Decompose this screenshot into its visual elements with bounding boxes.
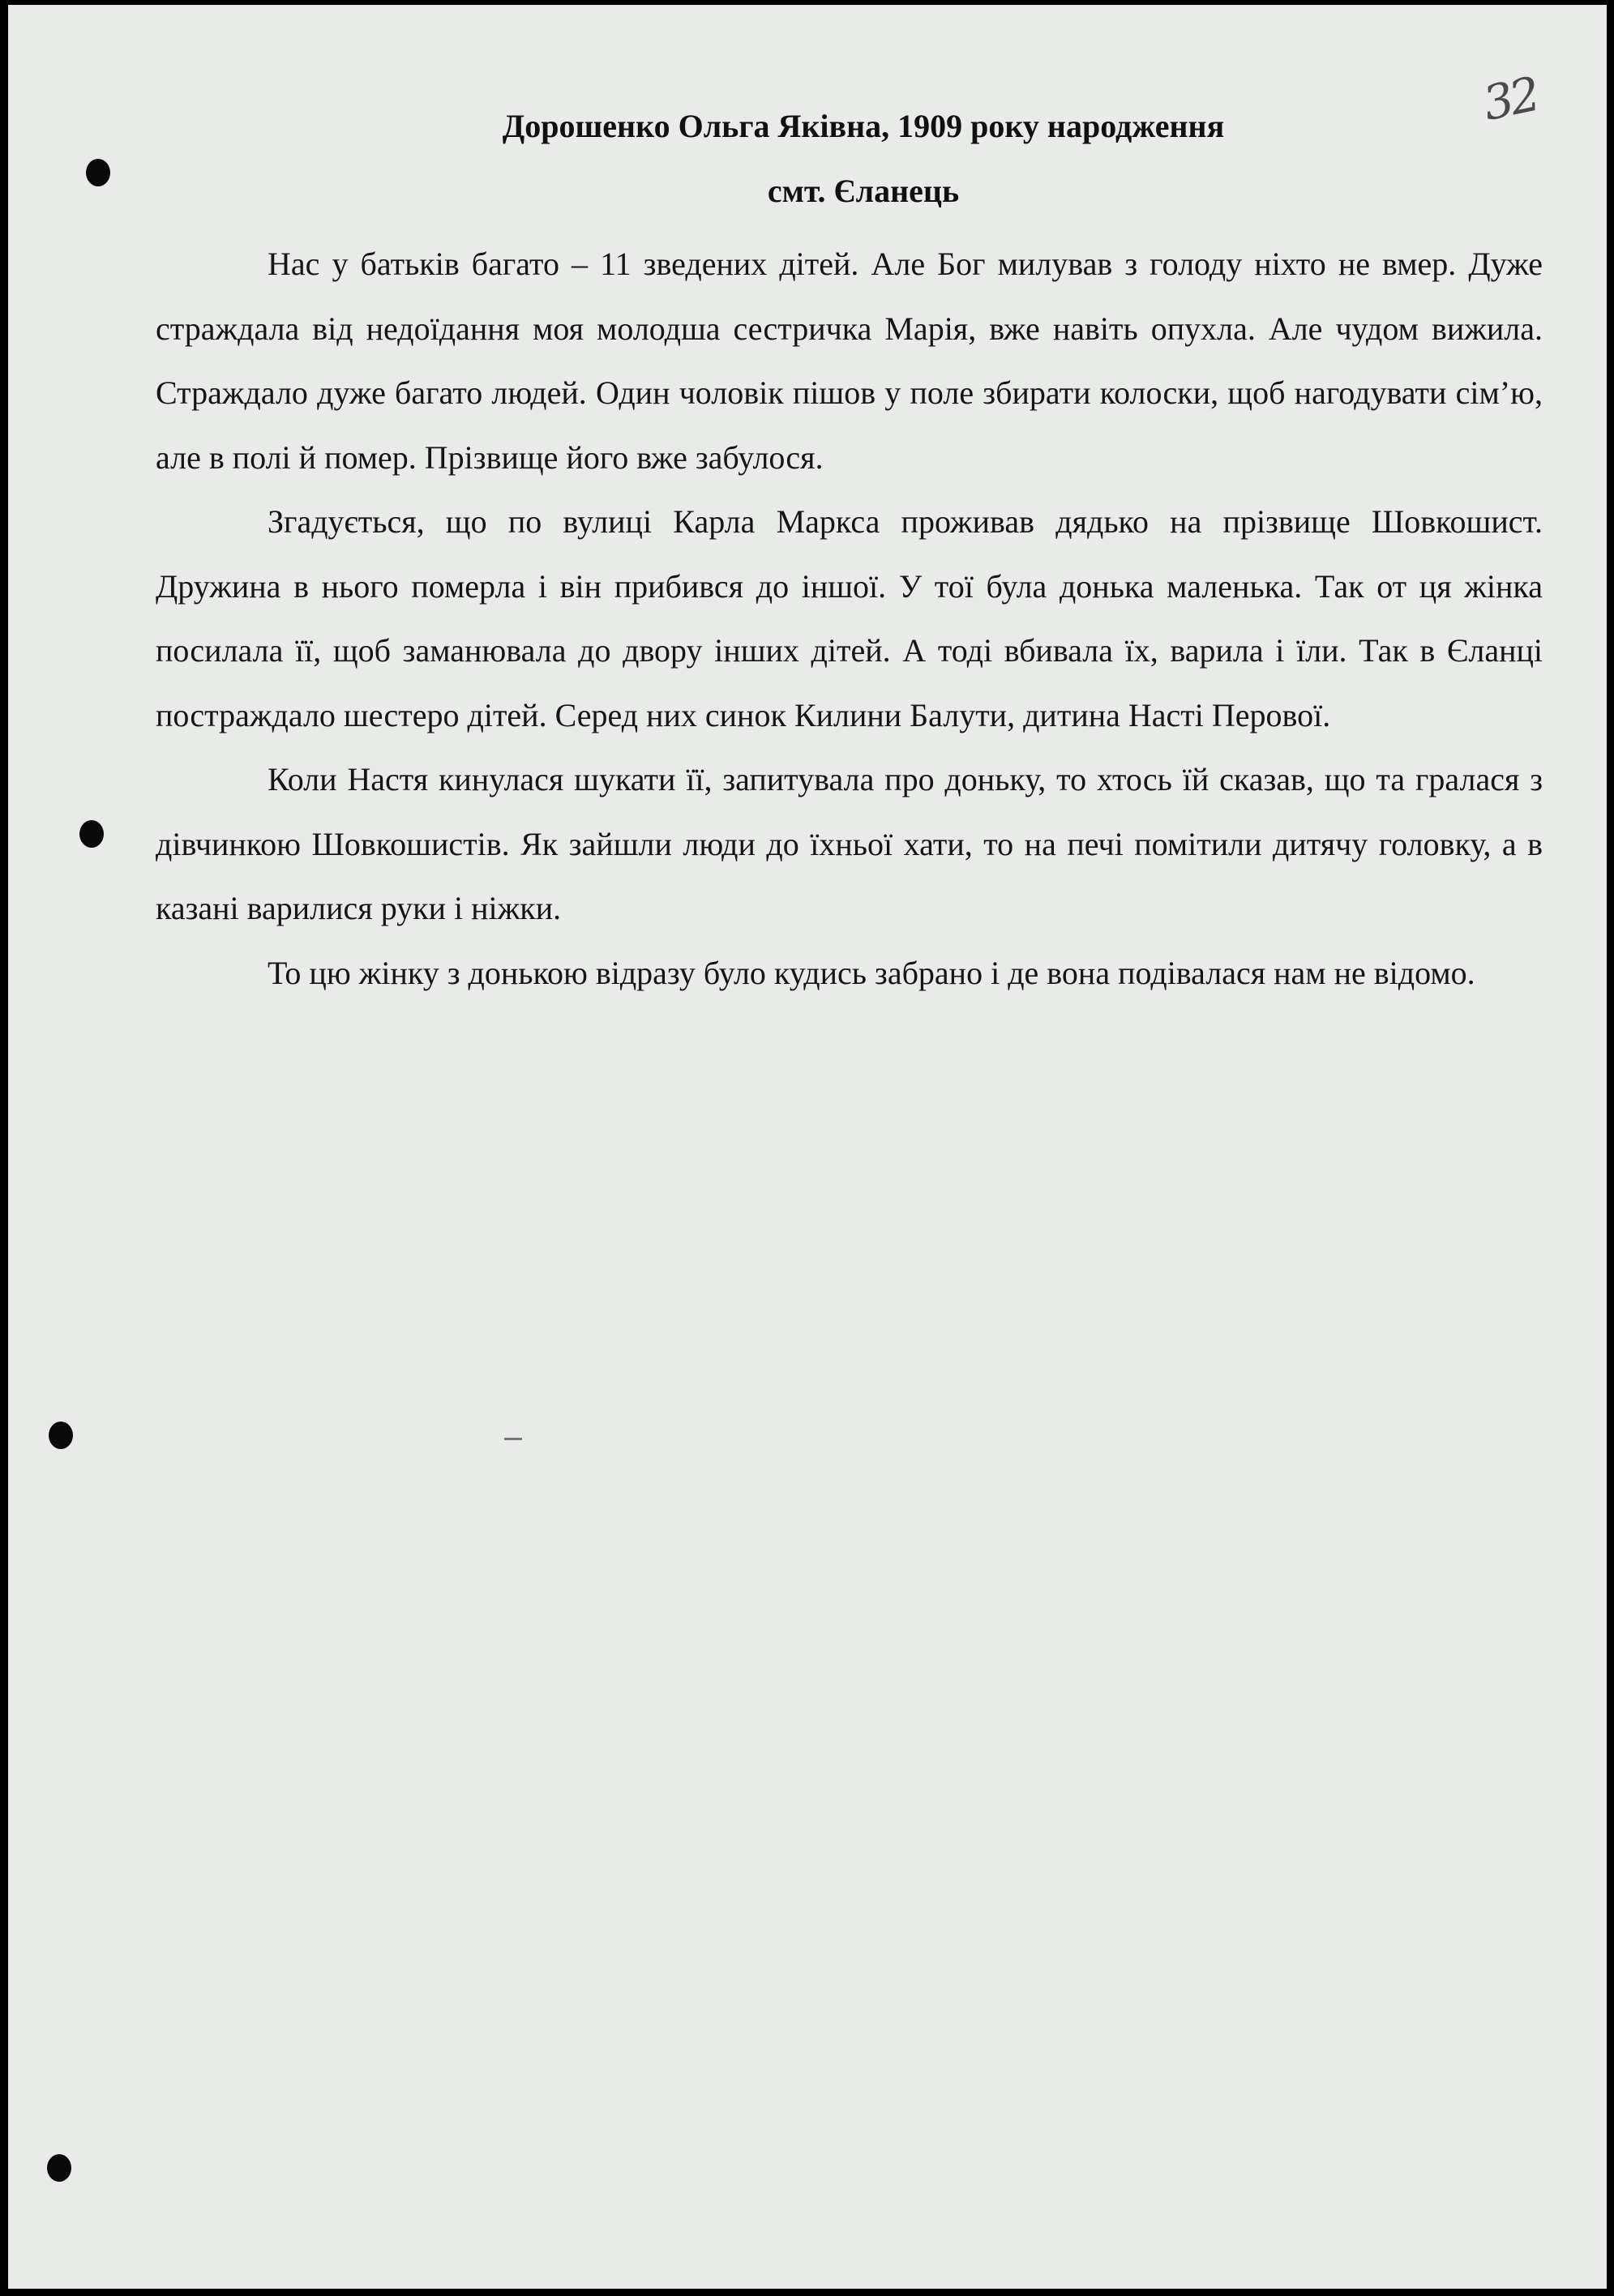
paragraph: Коли Настя кинулася шукати її, запитувала про доньку, то хтось їй сказав, що та гралася з дівчинкою Шовкошистів. Як зайшли люди до їхньої хати, то на печі помітили дитячу головку, а в казані варилися руки і ніжки. (156, 761, 1543, 926)
document-subtitle: смт. Єланець (767, 173, 960, 209)
punch-hole (86, 159, 110, 186)
document-page (8, 5, 1607, 2289)
paragraph: Нас у батьків багато – 11 зведених дітей. Але Бог милував з голоду ніхто не вмер. Дуже страждала від недоїдання моя молодша сестричка Марія, вже навіть опухла. Але чудом вижила. Страждало дуже багато людей. Один чоловік пішов у поле збирати колоски, щоб нагодувати сім’ю, але в полі й помер. Прізвище його вже забулося. (156, 246, 1543, 476)
paragraph: То цю жінку з донькою відразу було кудись забрано і де вона подівалася нам не відомо. (268, 954, 1475, 991)
document-title: Дорошенко Ольга Яківна, 1909 року народження (502, 108, 1225, 144)
punch-hole (47, 2154, 71, 2182)
punch-hole (49, 1422, 73, 1449)
punch-hole (79, 820, 104, 848)
handwritten-page-number: 32 (1478, 66, 1543, 132)
stray-pen-mark (504, 1438, 522, 1440)
paragraph: Згадується, що по вулиці Карла Маркса проживав дядько на прізвище Шовкошист. Дружина в нього померла і він прибився до іншої. У тої була донька маленька. Так от ця жінка посилала її, щоб заманювала до двору інших дітей. А тоді вбивала їх, варила і їли. Так в Єланці постраждало шестеро дітей. Серед них синок Килини Балути, дитина Насті Перової. (156, 503, 1543, 733)
document-body (156, 232, 1543, 1005)
